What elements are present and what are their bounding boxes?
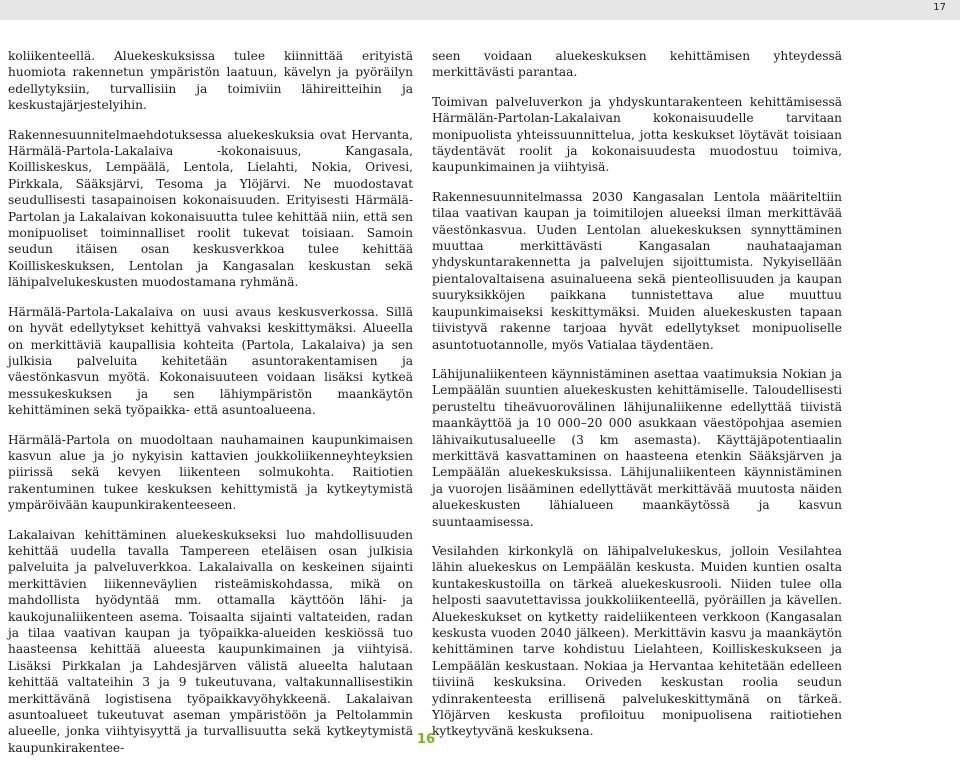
paragraph: Rakennesuunnitelmassa 2030 Kangasalan Lentola määriteltiin tilaa vaativan kaupan ja toimitilojen alueeksi ilman merkittävää väestönkasvua. Uuden Lentolan aluekeskuksen synnyttäminen muuttaa merkittävästi Kangasalan nauhataajaman yhdyskuntarakennetta ja palvelujen sijoittumista. Nykyisellään pientalovaltaisena asuinalueena sekä pienteollisuuden ja kaupan suuryksikköjen paikkana tunnistettava alue muuttuu kaupunkimaiseksi keskittymäksi. Muiden aluekeskusten tapaan tiivistyvä rakenne tarjoaa hyvät edellytykset monipuoliselle asuntotuotannolle, myös Vatialaa täydentäen. xyxy=(432,189,842,352)
paragraph: Lähijunaliikenteen käynnistäminen asettaa vaatimuksia Nokian ja Lempäälän suuntien aluekeskusten kehittämiselle. Taloudellisesti perusteltu tiheävuorovälinen lähijunaliikenne edellyttää tiivistä maankäyttöä ja 10 000–20 000 asukkaan väestöpohjaa asemien lähivaikutusalueelle (3 km asemasta). Käyttäjäpotentiaalin merkittävä kasvattaminen on haasteena etenkin Sääksjärven ja Lempäälän aluekeskuksissa. Lähijunaliikenteen käynnistäminen ja vuorojen lisääminen edellyttävät merkittävää muutosta näiden aluekeskusten lähialueen maankäytössä ja kasvun suuntaamisessa. xyxy=(432,366,842,529)
paragraph: Vesilahden kirkonkylä on lähipalvelukeskus, jolloin Vesilahtea lähin aluekeskus on Lempäälän keskusta. Muiden kuntien osalta kuntakeskustoilla on tärkeä aluekeskusrooli. Niiden tulee olla helposti saavutettavissa joukkoliikenteellä, pyöräillen ja kävellen. Aluekeskukset on kytketty raideliikenteen verkkoon (Kangasalan keskusta vuoden 2040 jälkeen). Merkittävin kasvu ja maankäytön kehittäminen tarve kohdistuu Lielahteen, Koilliskeskukseen ja Lempäälän keskustaan. Nokiaa ja Hervantaa kehitetään edelleen tiiviinä keskuksina. Orivеden keskustan roolia seudun ydinrakenteesta erillisenä palvelukeskittymänä on tärkeä. Ylöjärven keskusta profiloituu monipuolisena raitiotiehen kytkeytyvänä keskuksena. xyxy=(432,543,842,739)
left-text-column xyxy=(8,48,413,769)
page-number: 16 xyxy=(417,732,436,747)
paragraph: Lakalaivan kehittäminen aluekeskukseksi luo mahdollisuuden kehittää uudella tavalla Tampereen eteläisen osan julkisia palveluita ja palveluverkkoa. Lakalaivalla on keskeinen sijainti merkittävien liikenneväylien risteämiskohdassa, mikä on mahdollista hyödyntää mm. ottamalla käyttöön lähi- ja kaukojunaliikenteen asema. Toisaalta sijainti valtateiden, radan ja tilaa vaativan kaupan ja työpaikka-alueiden keskiössä tuo haasteensa kehittää alueesta kaupunkimainen ja viihtyisä. Lisäksi Pirkkalan ja Lahdesjärven välistä alueelta halutaan kehittää valtateihin 3 ja 9 tukeutuvana, valtakunnallisestikin merkittävänä logistisena työpaikkavyöhykkeenä. Lakalaivan asuntoalueet tukeutuvat aseman ympäristöön ja Peltolammin alueelle, jonka viihtyisyyttä ja turvallisuutta sekä kytkeytymistä kaupunkirakentee- xyxy=(8,527,413,755)
top-page-number: 17 xyxy=(933,2,946,13)
paragraph: Härmälä-Partola-Lakalaiva on uusi avaus keskusverkossa. Sillä on hyvät edellytykset kehittyä vahvaksi keskittymäksi. Alueella on merkittäviä kaupallisia kohteita (Partola, Lakalaiva) ja sen julkisia palveluita kehitetään asuntorakentamisen ja väestönkasvun myötä. Kokonaisuuteen voidaan lisäksi kytkeä messukeskuksen ja sen lähiympäristön maankäytön kehittäminen sekä työpaikka- että asuntoalueena. xyxy=(8,304,413,418)
paragraph: Härmälä-Partola on muodoltaan nauhamainen kaupunkimaisen kasvun alue ja jo nykyisin kattavien joukkoliikenneyhteyksien piirissä sekä kevyen liikenteen solmukohta. Raitiotien rakentuminen tukee keskuksen kehittymistä ja kytkeytymistä ympäröivään kaupunkirakenteeseen. xyxy=(8,432,413,513)
paragraph: Rakennesuunnitelmaehdotuksessa aluekeskuksia ovat Hervanta, Härmälä-Partola-Lakalaiva -kokonaisuus, Kangasala, Koilliskeskus, Lempäälä, Lentola, Lielahti, Nokia, Orivesi, Pirkkala, Sääksjärvi, Tesoma ja Ylöjärvi. Ne muodostavat seudullisesti tasapainoisen kokonaisuuden. Erityisesti Härmälä-Partolan ja Lakalaivan kokonaisuutta tulee kehittää niin, että sen monipuoliset toiminnalliset roolit tukevat toisiaan. Samoin seudun itäisen osan keskusverkkoa tulee kehittää Koilliskeskuksen, Lentolan ja Kangasalan keskustan sekä lähipalvelukeskusten muodostamana ryhmänä. xyxy=(8,127,413,290)
top-header-bar xyxy=(0,0,960,20)
paragraph: Toimivan palveluverkon ja yhdyskuntarakenteen kehittämisessä Härmälän-Partolan-Lakalaivan kokonaisuudelle tarvitaan monipuolista yhteissuunnittelua, jotta keskukset löytävät toisiaan täydentävät roolit ja kokonaisuudesta muodostuu toimiva, kaupunkimainen ja viihtyisä. xyxy=(432,94,842,175)
paragraph: seen voidaan aluekeskuksen kehittämisen yhteydessä merkittävästi parantaa. xyxy=(432,49,842,80)
right-text-column xyxy=(432,48,842,753)
paragraph: koliikenteellä. Aluekeskuksissa tulee kiinnittää erityistä huomiota rakennetun ympäristön laatuun, kävelyn ja pyöräilyn edellytyksiin, turvallisiin ja toimiviin lähireitteihin ja keskustajärjestelyihin. xyxy=(8,49,413,113)
